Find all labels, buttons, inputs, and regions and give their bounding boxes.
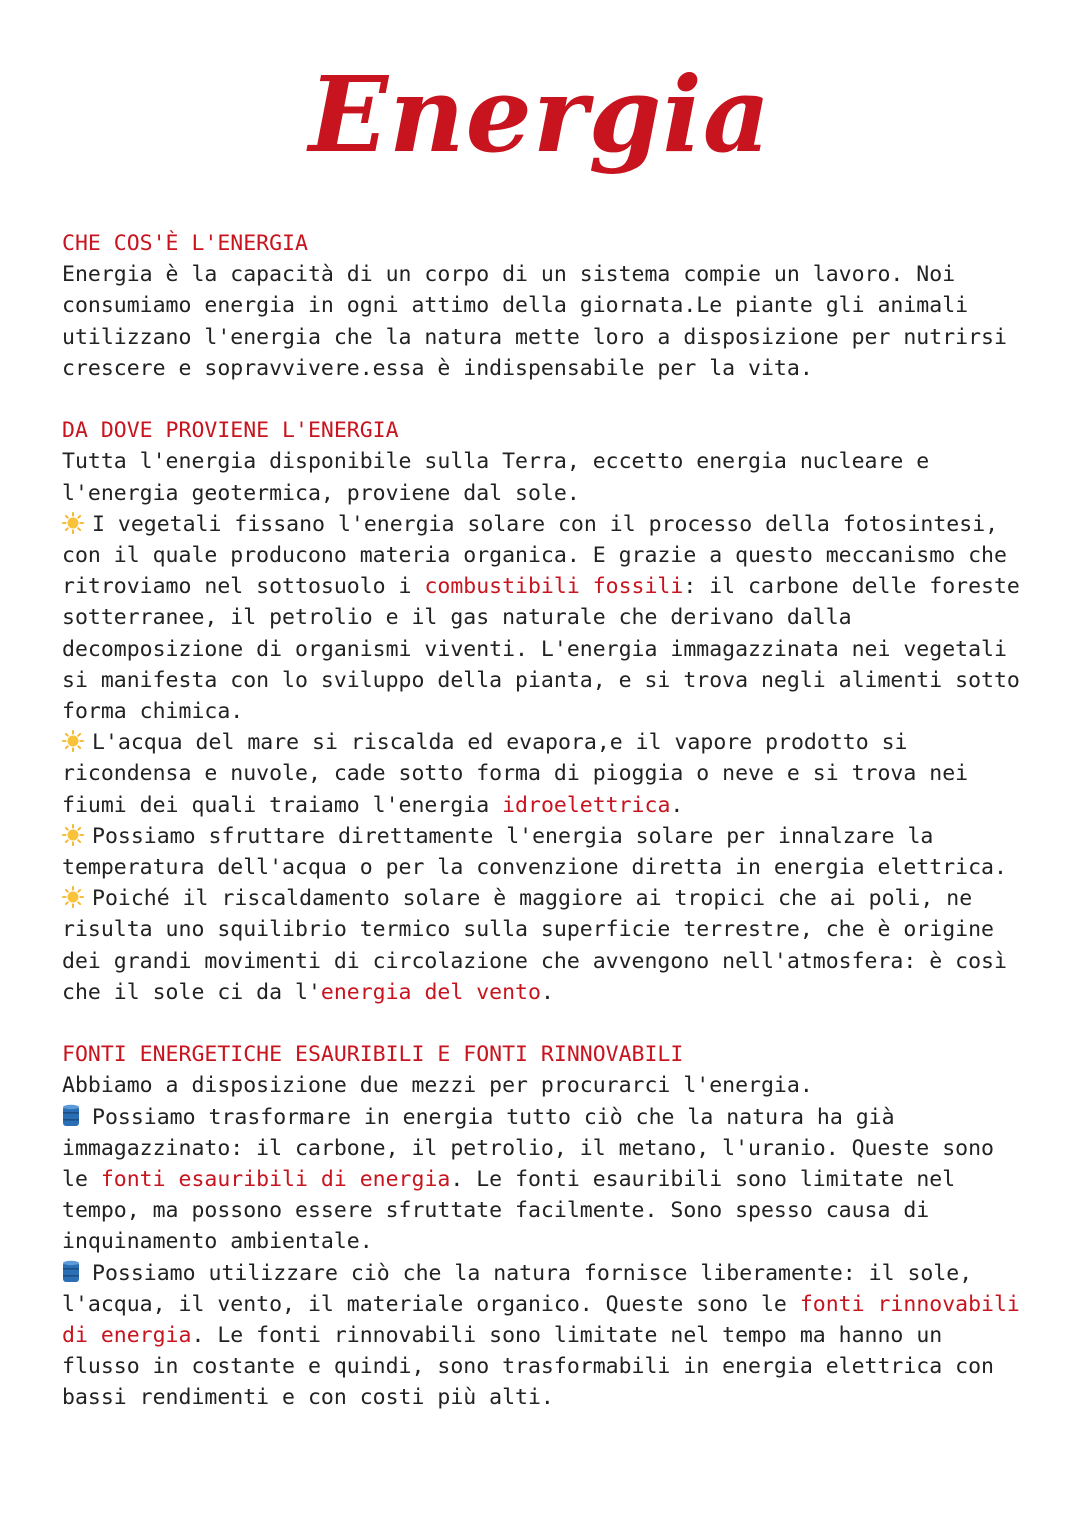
bullet-text: Possiamo trasformare in energia tutto ciò che la natura ha già immagazzinato: il carbone, il petrolio, il metano, l'uranio. Queste sono le (62, 1104, 994, 1193)
section-heading: DA DOVE PROVIENE L'ENERGIA (62, 418, 399, 444)
bullet-text: Possiamo utilizzare ciò che la natura fornisce liberamente: il sole, l'acqua, il vento, il materiale organico. Queste sono le (62, 1260, 973, 1317)
sun-icon (62, 824, 84, 846)
paragraph: Abbiamo a disposizione due mezzi per procurarci l'energia. (62, 1073, 813, 1099)
highlight-term: fonti rinnovabili di energia (62, 1291, 1020, 1349)
bullet-item (62, 1258, 1022, 1414)
bullet-text: . Le fonti esauribili sono limitate nel tempo, ma possono essere sfruttate facilmente. Sono spesso causa di inquinamento ambientale. (62, 1167, 956, 1255)
sun-icon (62, 512, 84, 534)
section-heading: CHE COS'È L'ENERGIA (62, 231, 308, 256)
bullet-text: L'acqua del mare si riscalda ed evapora,e il vapore prodotto si ricondensa e nuvole, cade sotto forma di pioggia o neve e si trova nei fiumi dei quali traiamo l'energia (62, 730, 969, 818)
oil-barrel-icon (62, 1104, 80, 1128)
highlight-term: fonti esauribili di energia (100, 1167, 451, 1193)
bullet-text: . (540, 979, 554, 1005)
bullet-text: . (670, 792, 684, 818)
paragraph: Tutta l'energia disponibile sulla Terra, eccetto energia nucleare e l'energia geotermica, proviene dal sole. (62, 449, 930, 506)
bullet-text: Possiamo sfruttare direttamente l'energia solare per innalzare la temperatura dell'acqua o per la convenzione diretta in energia elettrica. (62, 823, 1007, 881)
bullet-item (62, 1102, 1022, 1258)
highlight-term: energia del vento (320, 979, 541, 1005)
highlight-term: idroelettrica (502, 792, 671, 818)
bullet-item (62, 883, 1022, 1008)
oil-barrel-icon (62, 1260, 80, 1284)
section-what-is-energy (62, 228, 1022, 384)
bullet-item (62, 727, 1022, 821)
highlight-term: combustibili fossili (424, 574, 684, 600)
bullet-item (62, 509, 1022, 727)
bullet-item (62, 821, 1022, 883)
bullet-text: Poiché il riscaldamento solare è maggiore ai tropici che ai poli, ne risulta uno squilibrio termico sulla superficie terrestre, che è origine dei grandi movimenti di circolazione che avvengono nell'atmosfera: è così che il sole ci da l' (62, 886, 1007, 1005)
sun-icon (62, 886, 84, 908)
page-title: Energia (308, 53, 772, 176)
document-body (62, 228, 1022, 1414)
section-heading: FONTI ENERGETICHE ESAURIBILI E FONTI RINNOVABILI (62, 1042, 684, 1068)
paragraph: Energia è la capacità di un corpo di un sistema compie un lavoro. Noi consumiamo energia in ogni attimo della giornata.Le piante gli animali utilizzano l'energia che la natura mette loro a disposizione per nutrirsi crescere e sopravvivere.essa è indispensabile per la vita. (62, 262, 1007, 381)
bullet-text: . Le fonti rinnovabili sono limitate nel tempo ma hanno un flusso in costante e quindi, sono trasformabili in energia elettrica con bassi rendimenti e con costi più alti. (62, 1323, 994, 1411)
bullet-text: : il carbone delle foreste sotterranee, il petrolio e il gas naturale che derivano dalla decomposizione di organismi viventi. L'energia immagazzinata nei vegetali si manifesta con lo sviluppo della pianta, e si trova negli alimenti sotto forma chimica. (62, 574, 1020, 725)
bullet-text: I vegetali fissano l'energia solare con il processo della fotosintesi, con il quale producono materia organica. E grazie a questo meccanismo che ritroviamo nel sottosuolo i (62, 511, 1007, 600)
section-energy-sources (62, 1039, 1022, 1413)
sun-icon (62, 730, 84, 752)
section-energy-origin (62, 415, 1022, 1008)
